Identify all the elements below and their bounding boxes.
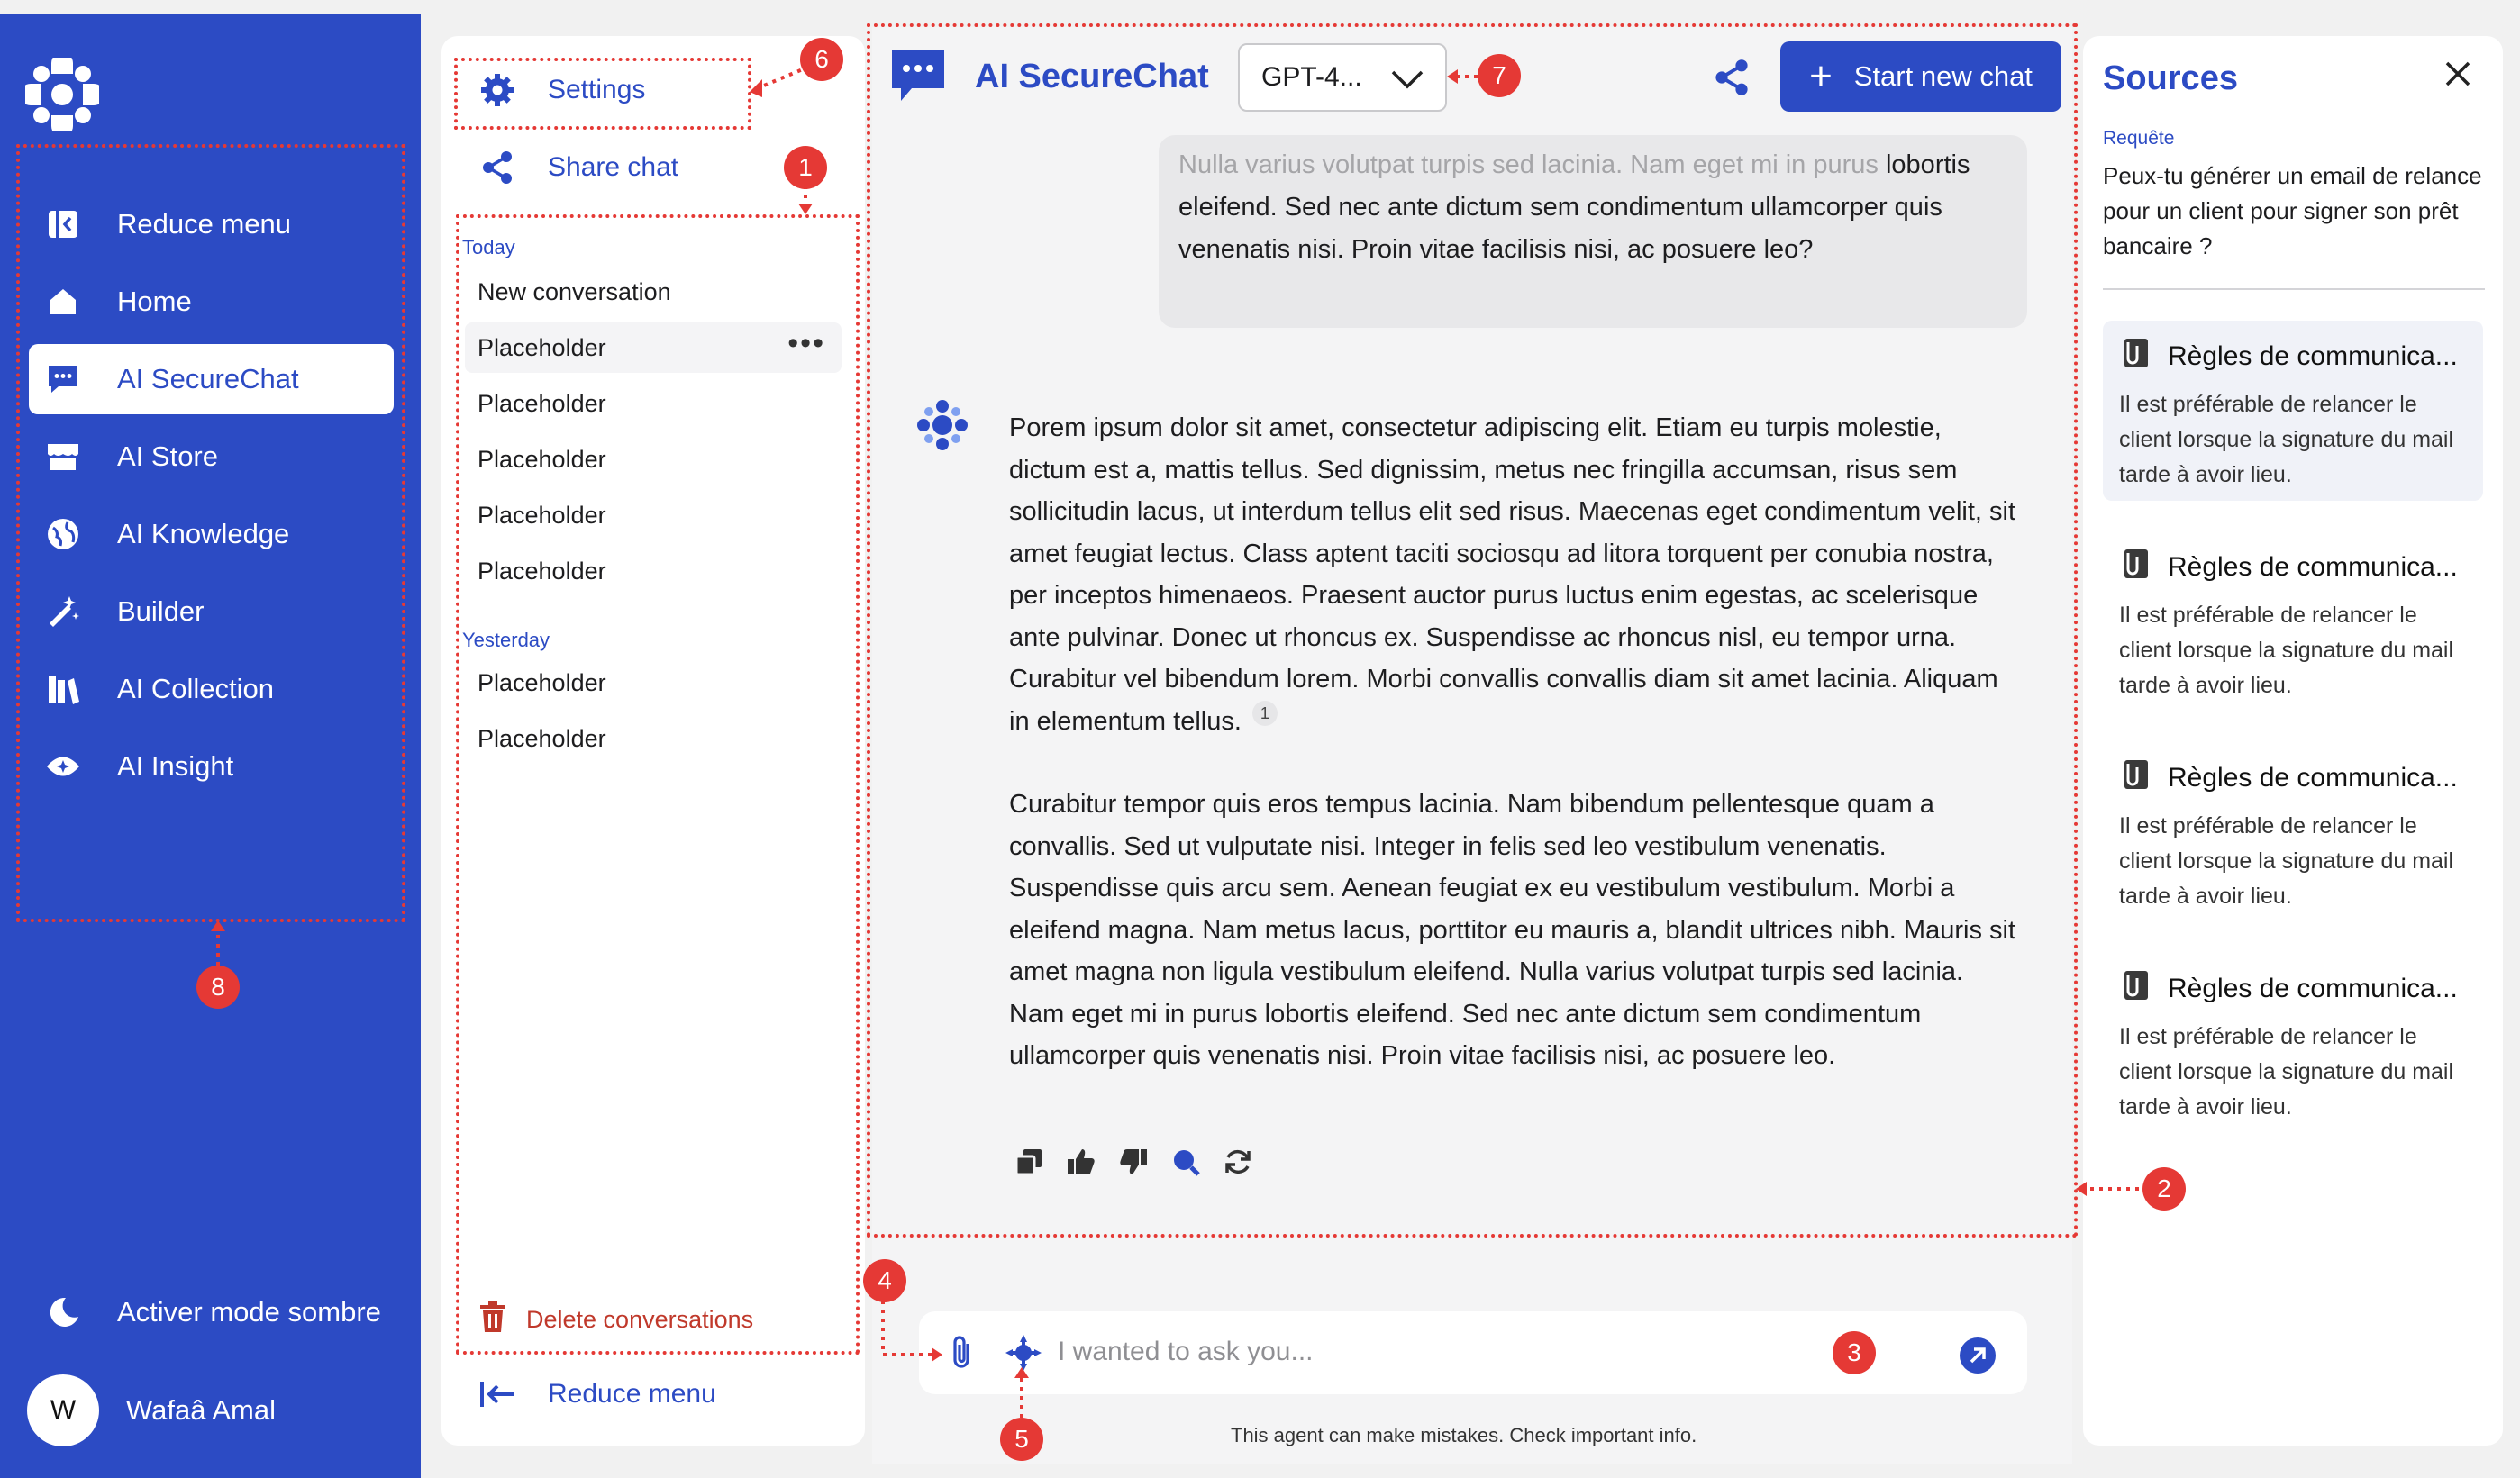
request-text: Peux-tu générer un email de relance pour un client pour signer son prêt bancaire ? [2103, 162, 2482, 259]
source-description: Il est préférable de relancer le client lorsque la signature du mail tarde à avoir lieu. [2119, 813, 2454, 909]
chat-title: AI SecureChat [975, 58, 1209, 95]
document-clip-icon [2119, 969, 2150, 1009]
tools-icon[interactable] [1004, 1333, 1043, 1373]
annotation-badge: 7 [1478, 54, 1521, 97]
conversation-title: Placeholder [478, 445, 606, 473]
conversation-title: Placeholder [478, 724, 606, 752]
annotation-badge: 8 [196, 966, 240, 1009]
plus-icon: + [1809, 54, 1833, 98]
source-description: Il est préférable de relancer le client lorsque la signature du mail tarde à avoir lieu. [2119, 392, 2454, 487]
source-title: Règles de communica... [2168, 552, 2458, 582]
nav-item-label: AI Knowledge [117, 518, 290, 549]
document-clip-icon [2119, 758, 2150, 798]
close-icon[interactable] [2443, 59, 2472, 88]
conversation-title: Placeholder [478, 333, 606, 361]
nav-item-label: Reduce menu [117, 208, 292, 240]
source-card[interactable] [2103, 953, 2483, 1133]
nav-item-label: Builder [117, 595, 205, 627]
request-label: Requête [2103, 128, 2175, 149]
sources-title: Sources [2103, 59, 2238, 97]
nav-item-label: Home [117, 286, 192, 317]
dark-mode-label: Activer mode sombre [117, 1296, 381, 1328]
source-card[interactable] [2103, 742, 2483, 922]
assistant-paragraph-text: Porem ipsum dolor sit amet, consectetur adipiscing elit. Etiam eu turpis molestie, dictum est a, mattis tellus. Sed dignissim, metus nec fringilla accumsan, risus sem sollicitudin lacus, ut interdum tellus elit sed risus. Maecenas eget condimentum velit, sit amet feugiat lectus. Class aptent taciti sociosqu ad litora torquent per conubia nostra, per inceptos himenaeos. Praesent auctor purus luctus enim egestas, ac scelerisque ante pulvinar. Donec ut rhoncus ex. Suspendisse ac rhoncus nisl, eu tempor urna. Curabitur vel bibendum lorem. Morbi convallis convallis diam sit amet lacinia. Aliquam in elementum tellus. [1009, 413, 2016, 736]
annotation-box-chat [867, 23, 2078, 1238]
source-title: Règles de communica... [2168, 974, 2458, 1003]
moon-icon [43, 1292, 83, 1332]
annotation-badge: 4 [863, 1259, 906, 1302]
message-input[interactable] [1058, 1329, 1779, 1374]
start-new-chat-label: Start new chat [1853, 60, 2033, 92]
nav-item-label: AI SecureChat [117, 363, 299, 394]
nav-item-label: AI Collection [117, 673, 275, 704]
brand-logo-icon [25, 58, 99, 131]
annotation-badge: 1 [784, 146, 827, 189]
more-options-icon[interactable]: ••• [787, 326, 825, 360]
annotation-box-conversations [456, 214, 860, 1355]
document-clip-icon [2119, 337, 2150, 376]
document-clip-icon [2119, 548, 2150, 587]
source-card[interactable] [2103, 321, 2483, 501]
annotation-box-settings [454, 58, 751, 130]
conversation-title: Placeholder [478, 668, 606, 696]
share-chat-button[interactable] [478, 148, 678, 187]
source-title: Règles de communica... [2168, 341, 2458, 371]
settings-label: Settings [548, 75, 646, 104]
user-message-text: lobortis eleifend. Sed nec ante dictum sem condimentum ullamcorper quis venenatis nisi. Proin vitae facilisis nisi, ac posuere leo? [1178, 150, 1970, 264]
conversation-title: Placeholder [478, 501, 606, 529]
user-name[interactable]: Wafaâ Amal [126, 1394, 276, 1426]
citation-badge[interactable]: 1 [1252, 701, 1278, 726]
model-name: GPT-4... [1261, 62, 1362, 92]
annotation-badge: 3 [1833, 1331, 1876, 1374]
conversation-title: New conversation [478, 277, 671, 305]
reduce-menu-label: Reduce menu [548, 1379, 716, 1409]
source-description: Il est préférable de relancer le client lorsque la signature du mail tarde à avoir lieu. [2119, 603, 2454, 698]
source-title: Règles de communica... [2168, 763, 2458, 793]
dark-mode-toggle[interactable] [29, 1277, 394, 1347]
source-card[interactable] [2103, 531, 2483, 712]
send-icon[interactable] [1959, 1337, 1997, 1374]
share-chat-label: Share chat [548, 152, 679, 182]
annotation-badge: 5 [1000, 1418, 1043, 1461]
nav-item-label: AI Store [117, 440, 218, 472]
avatar[interactable]: W [27, 1374, 99, 1446]
paperclip-icon[interactable] [948, 1335, 975, 1371]
annotation-badge: 2 [2142, 1167, 2186, 1211]
divider [2103, 288, 2485, 290]
conversation-title: Placeholder [478, 557, 606, 585]
collapse-left-icon [478, 1374, 517, 1414]
conversation-title: Placeholder [478, 389, 606, 417]
nav-item-label: AI Insight [117, 750, 234, 782]
share-icon [478, 148, 517, 187]
group-label-today: Today [462, 236, 515, 258]
disclaimer-text: This agent can make mistakes. Check important info. [1231, 1424, 1697, 1446]
source-description: Il est préférable de relancer le client lorsque la signature du mail tarde à avoir lieu. [2119, 1024, 2454, 1120]
annotation-box-nav [16, 144, 405, 922]
assistant-paragraph: Curabitur tempor quis eros tempus lacinia. Nam bibendum pellentesque quam a convallis. Sed ut vulputate nisi. Integer in felis sed leo vestibulum venenatis. Suspendisse quis arcu sem. Aenean feugiat ex eu vestibulum vestibulum. Morbi a eleifend magna. Nam metus lacus, porttitor eu mauris a, blandit ultrices nibh. Mauris sit amet magna non ligula vestibulum eleifend. Nulla varius volutpat turpis sed lacinia. Nam eget mi in purus lobortis eleifend. Sed nec ante dictum sem condimentum ullamcorper quis venenatis nisi. Proin vitae facilisis nisi, ac posuere leo. [1009, 790, 2015, 1070]
group-label-yesterday: Yesterday [462, 629, 550, 651]
annotation-badge: 6 [800, 38, 843, 81]
reduce-conversations-button[interactable] [478, 1374, 716, 1414]
user-message-faded: Nulla varius volutpat turpis sed lacinia. Nam eget mi in purus [1178, 150, 1879, 179]
delete-label: Delete conversations [526, 1306, 754, 1333]
